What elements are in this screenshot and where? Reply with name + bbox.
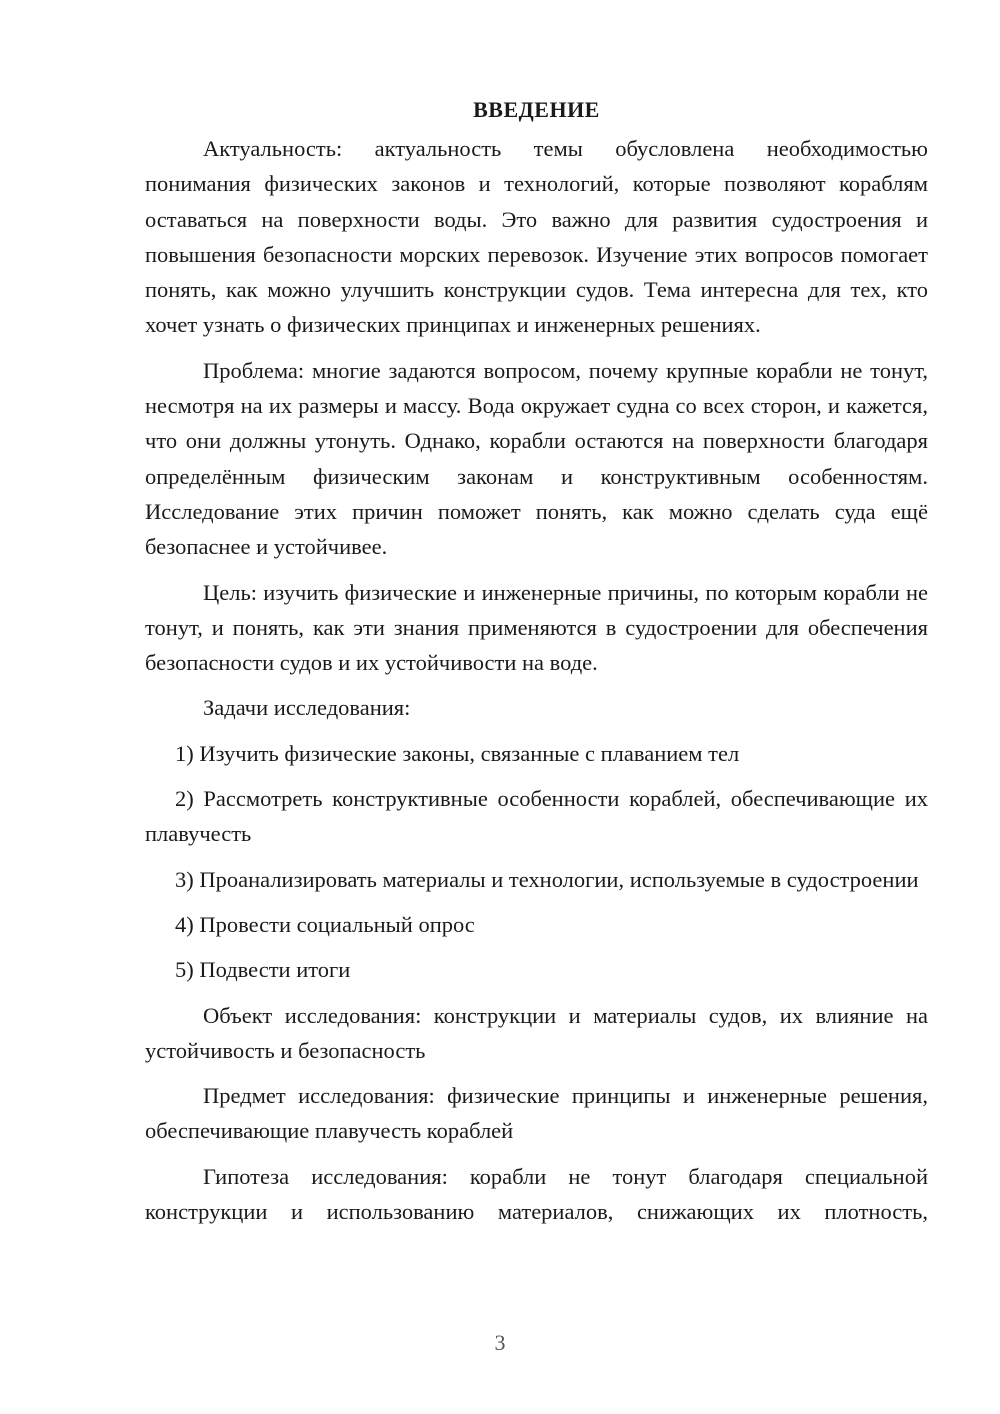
list-item: 1) Изучить физические законы, связанные с плаванием тел [175, 740, 740, 766]
document-page [145, 92, 928, 1229]
tasks-heading: Задачи исследования: [203, 695, 411, 721]
tasks-list [145, 736, 928, 988]
paragraph-hypothesis: Гипотеза исследования: корабли не тонут благодаря специальной конструкции и использованию материалов, снижающих их плотность, [145, 1163, 928, 1225]
section-title: ВВЕДЕНИЕ [473, 97, 600, 122]
paragraph-problem: Проблема: многие задаются вопросом, почему крупные корабли не тонут, несмотря на их размеры и массу. Вода окружает судна со всех сторон, и кажется, что они должны утонуть. Однако, корабли остаются на поверхности благодаря определённым физическим законам и конструктивным особенностям. Исследование этих причин поможет понять, как можно сделать суда ещё безопаснее и устойчивее. [145, 357, 928, 560]
list-item: 3) Проанализировать материалы и технологии, используемые в судостроении [175, 866, 919, 892]
list-item: 5) Подвести итоги [175, 957, 351, 983]
paragraph-object: Объект исследования: конструкции и материалы судов, их влияние на устойчивость и безопасность [145, 1002, 928, 1063]
paragraph-relevance: Актуальность: актуальность темы обусловлена необходимостью понимания физических законов и технологий, которые позволяют кораблям оставаться на поверхности воды. Это важно для развития судостроения и повышения безопасности морских перевозок. Изучение этих вопросов помогает понять, как можно улучшить конструкции судов. Тема интересна для тех, кто хочет узнать о физических принципах и инженерных решениях. [145, 136, 928, 338]
list-item: 2) Рассмотреть конструктивные особенности кораблей, обеспечивающие их плавучесть [145, 786, 928, 847]
paragraph-subject: Предмет исследования: физические принципы и инженерные решения, обеспечивающие плавучесть кораблей [145, 1083, 928, 1144]
paragraph-goal: Цель: изучить физические и инженерные причины, по которым корабли не тонут, и понять, как эти знания применяются в судостроении для обеспечения безопасности судов и их устойчивости на воде. [145, 579, 928, 676]
list-item: 4) Провести социальный опрос [175, 911, 475, 937]
page-number: 3 [494, 1330, 506, 1355]
